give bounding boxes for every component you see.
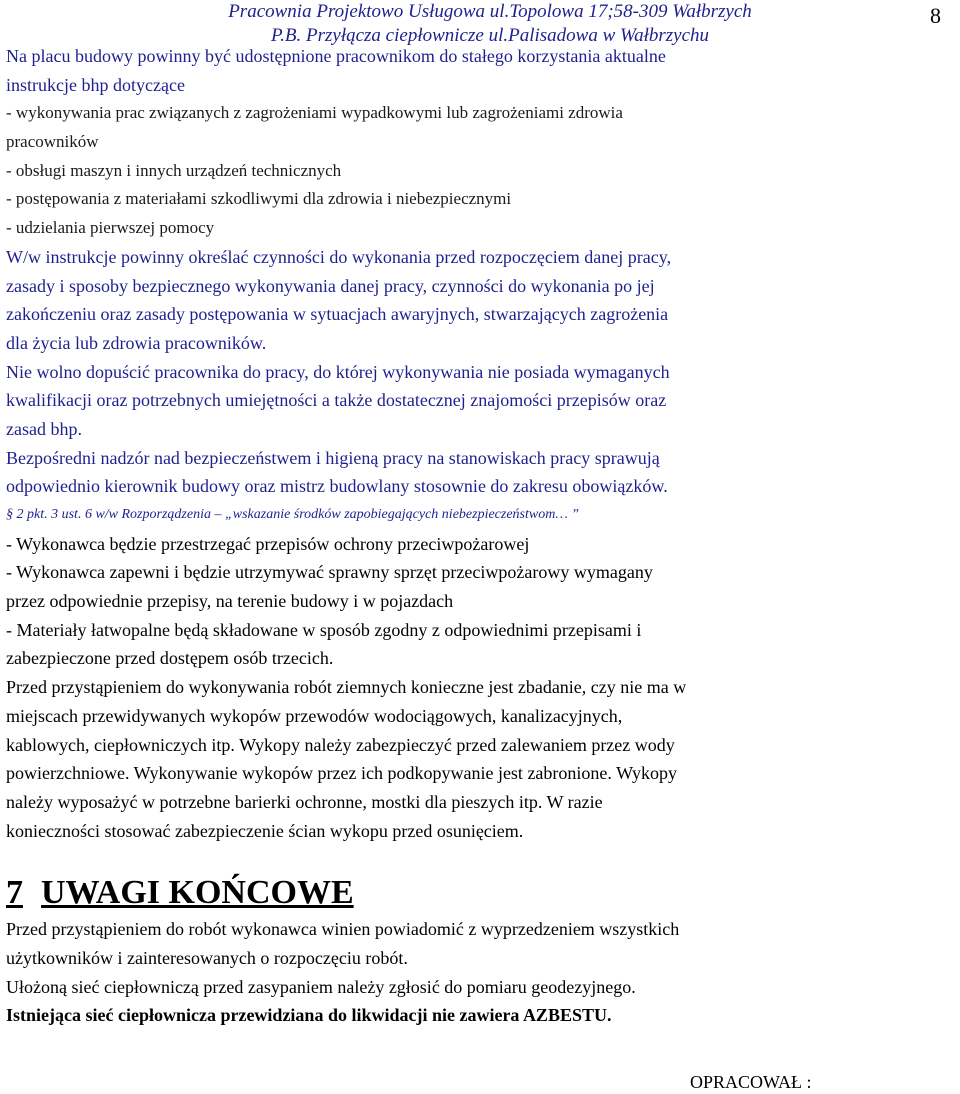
page-number: 8	[930, 3, 941, 28]
text-line: - wykonywania prac związanych z zagrożeniami wypadkowymi lub zagrożeniami zdrowia	[6, 103, 623, 123]
header-line-2: P.B. Przyłącza ciepłownicze ul.Palisadowa w Wałbrzychu	[270, 25, 710, 46]
text-line: kwalifikacji oraz potrzebnych umiejętności a także dostatecznej znajomości przepisów oraz	[6, 390, 667, 411]
text-line: powierzchniowe. Wykonywanie wykopów przez ich podkopywanie jest zabronione. Wykopy	[6, 763, 677, 784]
section-heading	[6, 871, 956, 915]
text-line: zabezpieczone przed dostępem osób trzecich.	[6, 648, 334, 669]
text-line: użytkowników i zainteresowanych o rozpoczęciu robót.	[6, 947, 408, 968]
text-line: Bezpośredni nadzór nad bezpieczeństwem i higieną pracy na stanowiskach pracy sprawują	[6, 447, 660, 468]
text-line: instrukcje bhp dotyczące	[6, 74, 185, 95]
text-line: zasady i sposoby bezpiecznego wykonywania danej pracy, czynności do wykonania po jej	[6, 275, 655, 296]
text-line: przez odpowiednie przepisy, na terenie budowy i w pojazdach	[6, 591, 454, 612]
document-body	[6, 42, 956, 1030]
section-title: UWAGI KOŃCOWE	[41, 874, 354, 912]
text-line: - obsługi maszyn i innych urządzeń technicznych	[6, 160, 342, 180]
text-line: Ułożoną sieć ciepłowniczą przed zasypaniem należy zgłosić do pomiaru geodezyjnego.	[6, 976, 636, 997]
text-line: Na placu budowy powinny być udostępnione pracownikom do stałego korzystania aktualne	[6, 46, 666, 66]
text-line: - udzielania pierwszej pomocy	[6, 218, 215, 238]
header-line-1: Pracownia Projektowo Usługowa ul.Topolowa 17;58-309 Wałbrzych	[228, 1, 752, 22]
regulation-reference: § 2 pkt. 3 ust. 6 w/w Rozporządzenia – „wskazanie środków zapobiegających niebezpieczeństwom… ”	[6, 507, 580, 522]
text-line: odpowiednio kierownik budowy oraz mistrz budowlany stosownie do zakresu obowiązków.	[6, 476, 668, 497]
text-line: Przed przystąpieniem do robót wykonawca winien powiadomić z wyprzedzeniem wszystkich	[6, 919, 680, 940]
text-line: pracowników	[6, 132, 99, 152]
asbestos-statement: Istniejąca sieć ciepłownicza przewidziana do likwidacji nie zawiera AZBESTU.	[6, 1005, 612, 1026]
text-line: - Materiały łatwopalne będą składowane w sposób zgodny z odpowiednimi przepisami i	[6, 619, 642, 640]
text-line: Nie wolno dopuścić pracownika do pracy, do której wykonywania nie posiada wymaganych	[6, 361, 670, 382]
text-line: - postępowania z materiałami szkodliwymi dla zdrowia i niebezpiecznymi	[6, 189, 512, 209]
text-line: W/w instrukcje powinny określać czynności do wykonania przed rozpoczęciem danej pracy,	[6, 246, 672, 267]
text-line: kablowych, ciepłowniczych itp. Wykopy należy zabezpieczyć przed zalewaniem przez wody	[6, 734, 675, 755]
text-line: dla życia lub zdrowia pracowników.	[6, 332, 267, 353]
text-line: należy wyposażyć w potrzebne barierki ochronne, mostki dla pieszych itp. W razie	[6, 791, 603, 812]
text-line: - Wykonawca będzie przestrzegać przepisów ochrony przeciwpożarowej	[6, 533, 530, 554]
text-line: zakończeniu oraz zasady postępowania w sytuacjach awaryjnych, stwarzających zagrożenia	[6, 304, 669, 325]
text-line: konieczności stosować zabezpieczenie ścian wykopu przed osunięciem.	[6, 820, 524, 841]
section-number: 7	[6, 874, 23, 912]
text-line: zasad bhp.	[6, 418, 82, 439]
text-line: Przed przystąpieniem do wykonywania robót ziemnych konieczne jest zbadanie, czy nie ma w	[6, 677, 687, 698]
text-line: - Wykonawca zapewni i będzie utrzymywać sprawny sprzęt przeciwpożarowy wymagany	[6, 562, 653, 583]
text-line: miejscach przewidywanych wykopów przewodów wodociągowych, kanalizacyjnych,	[6, 705, 623, 726]
signature-label: OPRACOWAŁ :	[690, 1072, 812, 1092]
